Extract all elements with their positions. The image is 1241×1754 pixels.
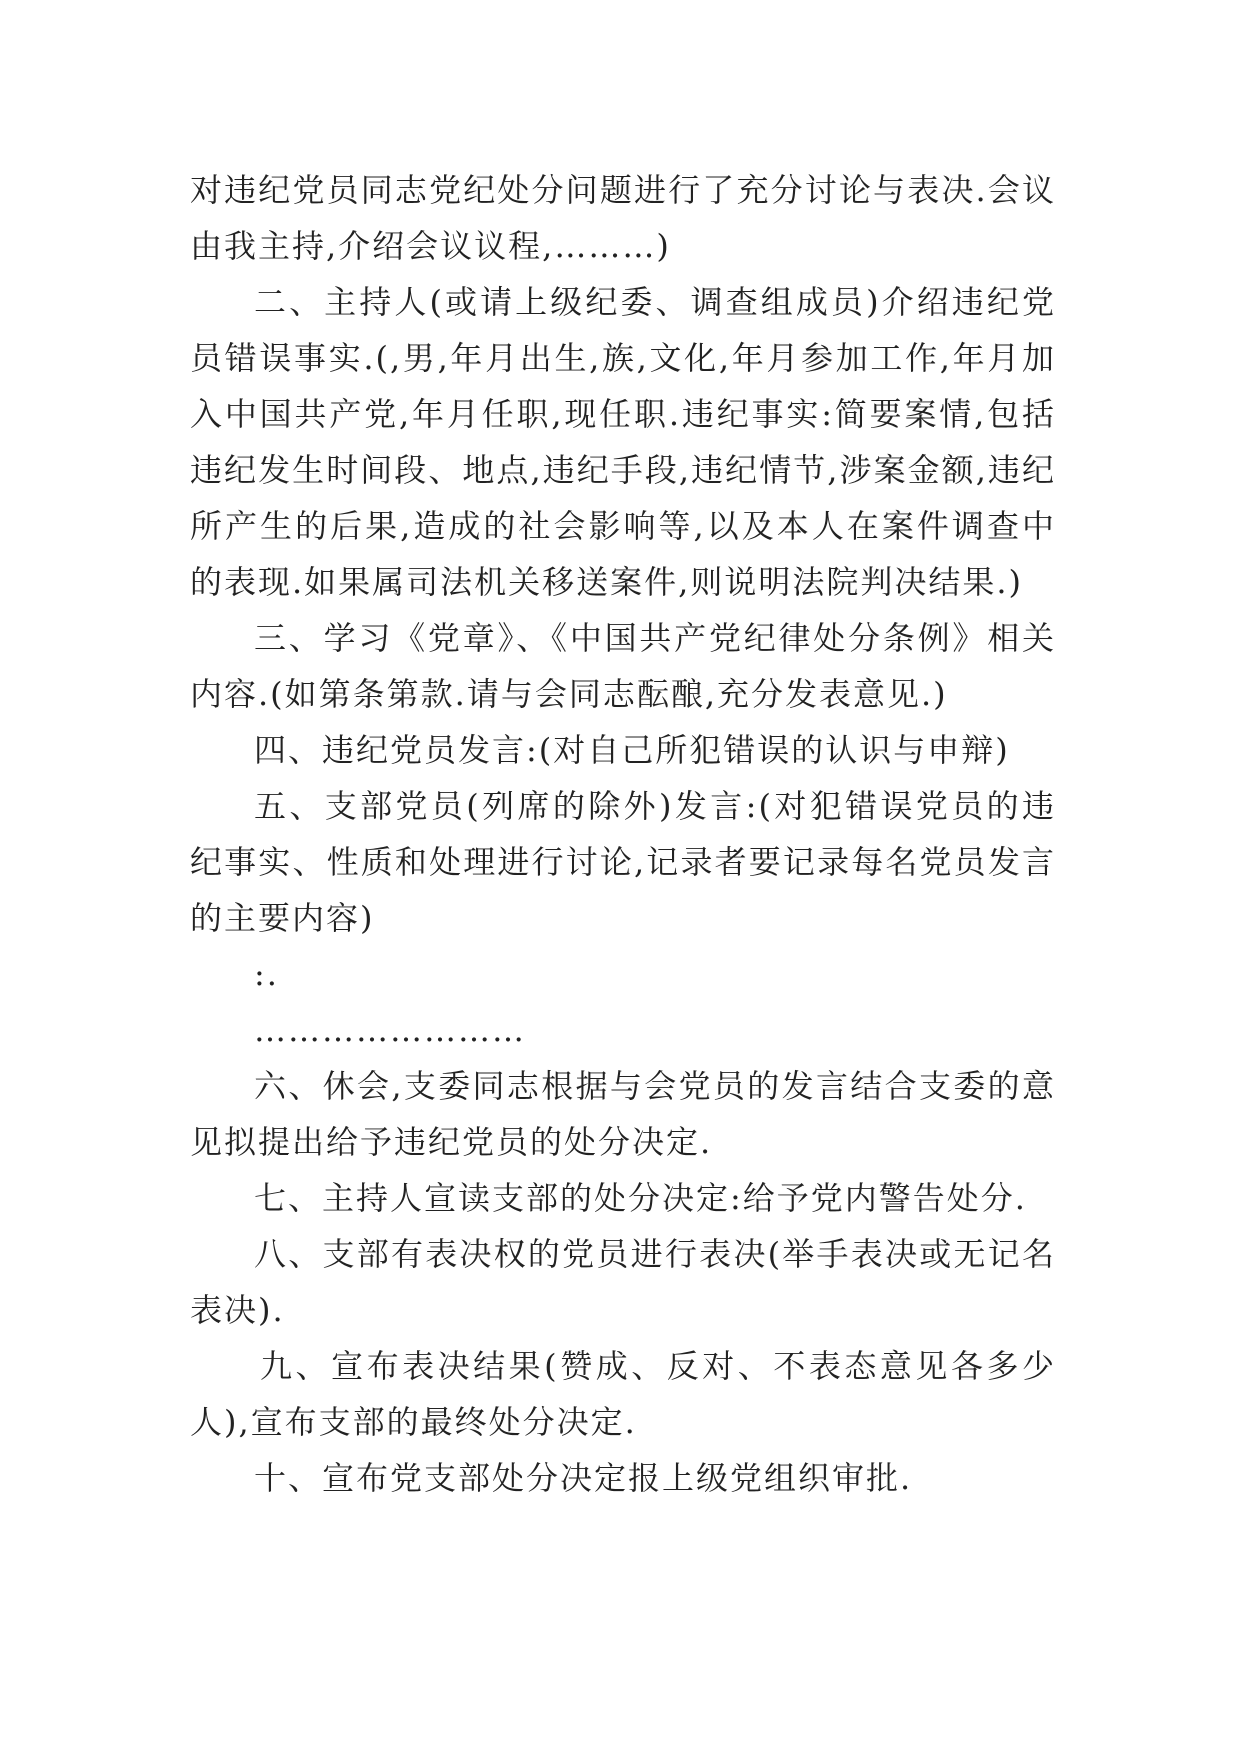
paragraph-item-10-report: 十、宣布党支部处分决定报上级党组织审批. <box>254 1459 913 1497</box>
paragraph-item-8-vote: 八、支部有表决权的党员进行表决(举手表决或无记名表决). <box>190 1235 1056 1329</box>
document-page <box>190 162 1056 1506</box>
paragraph-ellipsis: …………………… <box>254 1011 526 1049</box>
paragraph-item-6-recess: 六、休会,支委同志根据与会党员的发言结合支委的意见拟提出给予违纪党员的处分决定. <box>190 1067 1056 1161</box>
paragraph-item-5-branch-speech: 五、支部党员(列席的除外)发言:(对犯错误党员的违纪事实、性质和处理进行讨论,记录者要记录每名党员发言的主要内容) <box>190 787 1056 937</box>
paragraph-item-4-member-speech: 四、违纪党员发言:(对自己所犯错误的认识与申辩) <box>254 731 1010 769</box>
paragraph-item-9-announce-result: 九、宣布表决结果(赞成、反对、不表态意见各多少人),宣布支部的最终处分决定. <box>190 1347 1056 1441</box>
paragraph-item-7-read-decision: 七、主持人宣读支部的处分决定:给予党内警告处分. <box>254 1179 1027 1217</box>
paragraph-colon-placeholder: :. <box>254 955 279 993</box>
paragraph-item-2-facts: 二、主持人(或请上级纪委、调查组成员)介绍违纪党员错误事实.(,男,年月出生,族,文化,年月参加工作,年月加入中国共产党,年月任职,现任职.违纪事实:简要案情,包括违纪发生时间段、地点,违纪手段,违纪情节,涉案金额,违纪所产生的后果,造成的社会影响等,以及本人在案件调查中的表现.如果属司法机关移送案件,则说明法院判决结果.) <box>190 283 1056 601</box>
paragraph-meeting-intro: 对违纪党员同志党纪处分问题进行了充分讨论与表决.会议由我主持,介绍会议议程,………) <box>190 171 1056 265</box>
paragraph-item-3-study: 三、学习《党章》、《中国共产党纪律处分条例》相关内容.(如第条第款.请与会同志酝酿,充分发表意见.) <box>190 619 1056 713</box>
